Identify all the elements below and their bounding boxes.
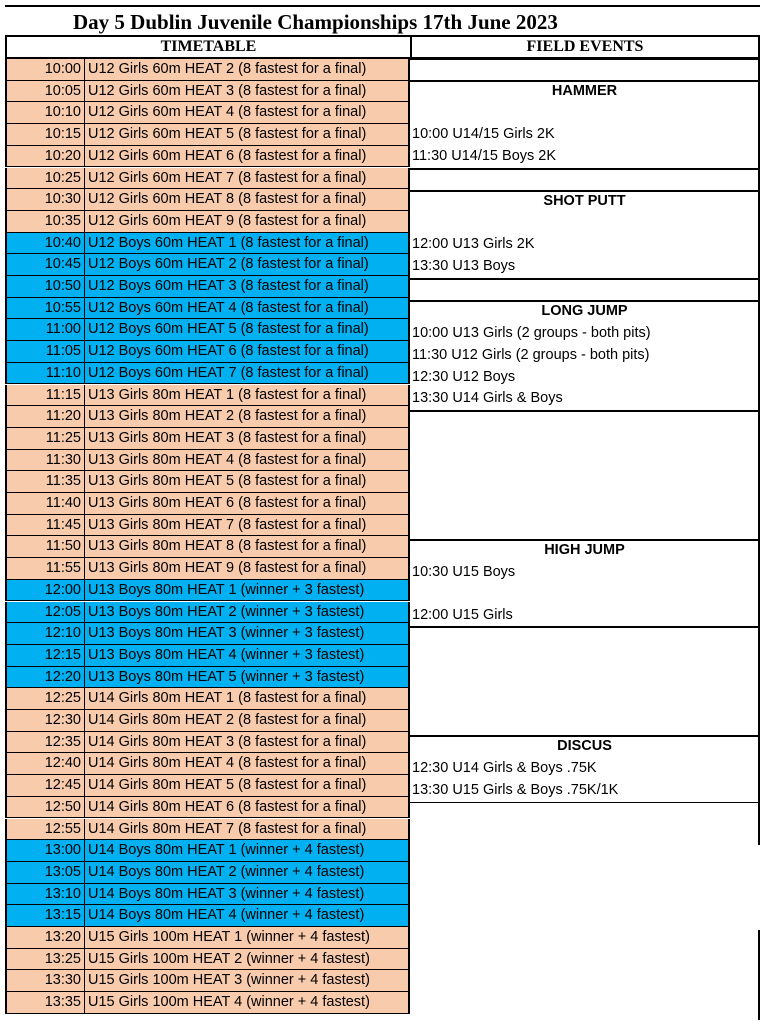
timetable-row [5, 623, 410, 645]
row-event: U13 Girls 80m HEAT 2 (8 fastest for a final) [88, 408, 367, 425]
field-empty-box [410, 627, 760, 736]
row-time: 11:50 [7, 536, 85, 557]
row-event: U13 Girls 80m HEAT 3 (8 fastest for a final) [88, 429, 367, 446]
row-event: U13 Girls 80m HEAT 8 (8 fastest for a final) [88, 538, 367, 555]
row-time: 13:20 [7, 927, 85, 948]
shot-putt-heading: SHOT PUTT [543, 193, 626, 209]
row-event: U14 Boys 80m HEAT 3 (winner + 4 fastest) [88, 885, 365, 902]
row-event: U12 Girls 60m HEAT 8 (8 fastest for a final) [88, 191, 367, 208]
row-event: U12 Boys 60m HEAT 1 (8 fastest for a final) [88, 234, 369, 251]
timetable-row [5, 493, 410, 515]
timetable-row [5, 81, 410, 103]
row-event: U12 Girls 60m HEAT 3 (8 fastest for a final) [88, 82, 367, 99]
row-event: U13 Boys 80m HEAT 1 (winner + 3 fastest) [88, 581, 365, 598]
row-time: 10:45 [7, 254, 85, 275]
row-event: U12 Boys 60m HEAT 6 (8 fastest for a final) [88, 343, 369, 360]
row-time: 12:45 [7, 775, 85, 796]
timetable-row [5, 146, 410, 168]
discus-item: 13:30 U15 Girls & Boys .75K/1K [412, 782, 619, 798]
row-time: 12:15 [7, 645, 85, 666]
row-time: 11:55 [7, 558, 85, 579]
row-time: 10:55 [7, 298, 85, 319]
timetable-row [5, 884, 410, 906]
timetable-row [5, 992, 410, 1014]
row-time: 13:10 [7, 884, 85, 905]
row-event: U14 Boys 80m HEAT 1 (winner + 4 fastest) [88, 842, 365, 859]
row-event: U14 Girls 80m HEAT 4 (8 fastest for a final) [88, 755, 367, 772]
row-time: 10:40 [7, 233, 85, 254]
timetable-row [5, 840, 410, 862]
row-time: 12:25 [7, 688, 85, 709]
row-event: U13 Girls 80m HEAT 4 (8 fastest for a final) [88, 451, 367, 468]
row-event: U12 Boys 60m HEAT 4 (8 fastest for a final) [88, 299, 369, 316]
row-time: 10:00 [7, 59, 85, 80]
row-time: 13:15 [7, 905, 85, 926]
row-time: 13:00 [7, 840, 85, 861]
border-line [758, 930, 760, 1020]
timetable-row [5, 59, 410, 81]
row-time: 10:15 [7, 124, 85, 145]
page-title: Day 5 Dublin Juvenile Championships 17th June 2023 [5, 5, 760, 35]
row-event: U13 Girls 80m HEAT 7 (8 fastest for a final) [88, 516, 367, 533]
row-event: U14 Boys 80m HEAT 4 (winner + 4 fastest) [88, 907, 365, 924]
row-time: 11:25 [7, 428, 85, 449]
timetable-row [5, 667, 410, 689]
timetable-row [5, 949, 410, 971]
timetable-row [5, 298, 410, 320]
timetable-row [5, 515, 410, 537]
shot-putt-item: 12:00 U13 Girls 2K [412, 236, 535, 252]
row-event: U15 Girls 100m HEAT 4 (winner + 4 fastest) [88, 994, 370, 1011]
row-time: 11:00 [7, 319, 85, 340]
timetable-row [5, 580, 410, 602]
row-event: U14 Boys 80m HEAT 2 (winner + 4 fastest) [88, 863, 365, 880]
timetable-row [5, 970, 410, 992]
row-event: U14 Girls 80m HEAT 6 (8 fastest for a final) [88, 798, 367, 815]
hammer-item: 10:00 U14/15 Girls 2K [412, 126, 555, 142]
timetable-row [5, 428, 410, 450]
row-event: U12 Boys 60m HEAT 3 (8 fastest for a final) [88, 278, 369, 294]
timetable-row [5, 168, 410, 190]
row-time: 10:30 [7, 189, 85, 210]
timetable-row [5, 406, 410, 428]
row-event: U14 Girls 80m HEAT 1 (8 fastest for a final) [88, 690, 367, 707]
row-event: U12 Girls 60m HEAT 6 (8 fastest for a final) [88, 147, 367, 164]
field-empty-box [410, 169, 760, 191]
field-empty-box [410, 279, 760, 301]
row-time: 12:10 [7, 623, 85, 644]
row-event: U15 Girls 100m HEAT 1 (winner + 4 fastest) [88, 929, 370, 945]
timetable-row [5, 862, 410, 884]
row-event: U13 Girls 80m HEAT 9 (8 fastest for a final) [88, 560, 367, 577]
border-line [758, 803, 760, 845]
row-time: 12:50 [7, 797, 85, 818]
timetable-row [5, 819, 410, 841]
timetable-row [5, 363, 410, 385]
row-event: U13 Girls 80m HEAT 1 (8 fastest for a final) [88, 386, 367, 403]
timetable-row [5, 254, 410, 276]
row-event: U12 Girls 60m HEAT 9 (8 fastest for a final) [88, 212, 367, 229]
row-event: U12 Boys 60m HEAT 5 (8 fastest for a final) [88, 321, 369, 338]
row-time: 11:05 [7, 341, 85, 362]
row-event: U13 Girls 80m HEAT 6 (8 fastest for a final) [88, 495, 367, 511]
row-time: 13:25 [7, 949, 85, 970]
high-jump-item: 10:30 U15 Boys [412, 564, 516, 580]
row-event: U12 Boys 60m HEAT 2 (8 fastest for a final) [88, 256, 369, 273]
row-time: 13:35 [7, 992, 85, 1013]
row-time: 11:20 [7, 406, 85, 427]
row-event: U14 Girls 80m HEAT 7 (8 fastest for a final) [88, 820, 367, 837]
long-jump-item: 12:30 U12 Boys [412, 369, 516, 385]
row-event: U13 Boys 80m HEAT 4 (winner + 3 fastest) [88, 646, 365, 663]
timetable-row [5, 927, 410, 949]
long-jump-item: 13:30 U14 Girls & Boys [412, 390, 563, 406]
timetable-row [5, 710, 410, 732]
row-event: U15 Girls 100m HEAT 2 (winner + 4 fastest) [88, 950, 370, 967]
high-jump-item: 12:00 U15 Girls [412, 607, 513, 623]
field-empty-box [410, 411, 760, 540]
row-time: 11:45 [7, 515, 85, 536]
row-time: 11:35 [7, 471, 85, 492]
row-time: 13:05 [7, 862, 85, 883]
discus-item: 12:30 U14 Girls & Boys .75K [412, 760, 597, 776]
shot-putt-item: 13:30 U13 Boys [412, 258, 516, 274]
row-time: 10:05 [7, 81, 85, 102]
long-jump-item: 10:00 U13 Girls (2 groups - both pits) [412, 325, 651, 341]
row-time: 10:50 [7, 276, 85, 297]
timetable-row [5, 102, 410, 124]
timetable-row [5, 211, 410, 233]
row-time: 12:55 [7, 819, 85, 840]
timetable-row [5, 775, 410, 797]
timetable-row [5, 319, 410, 341]
timetable-row [5, 645, 410, 667]
timetable-row [5, 732, 410, 754]
high-jump-heading: HIGH JUMP [544, 542, 625, 558]
row-time: 10:20 [7, 146, 85, 167]
row-event: U13 Girls 80m HEAT 5 (8 fastest for a final) [88, 473, 367, 490]
timetable-row [5, 450, 410, 472]
field-events-header: FIELD EVENTS [410, 35, 760, 59]
timetable-row [5, 797, 410, 819]
long-jump-heading: LONG JUMP [541, 303, 628, 319]
row-time: 12:20 [7, 667, 85, 688]
row-event: U14 Girls 80m HEAT 5 (8 fastest for a final) [88, 777, 367, 794]
timetable-header: TIMETABLE [5, 35, 412, 59]
row-time: 12:35 [7, 732, 85, 753]
row-time: 12:30 [7, 710, 85, 731]
row-event: U13 Boys 80m HEAT 2 (winner + 3 fastest) [88, 603, 365, 620]
timetable-row [5, 471, 410, 493]
timetable-row [5, 558, 410, 580]
timetable-row [5, 233, 410, 255]
timetable-row [5, 124, 410, 146]
row-event: U15 Girls 100m HEAT 3 (winner + 4 fastest) [88, 972, 370, 989]
row-time: 12:00 [7, 580, 85, 601]
timetable-row [5, 753, 410, 775]
field-empty-box [410, 59, 760, 81]
hammer-item: 11:30 U14/15 Boys 2K [412, 148, 557, 164]
row-event: U12 Girls 60m HEAT 4 (8 fastest for a final) [88, 104, 367, 121]
row-time: 10:25 [7, 168, 85, 189]
discus-heading: DISCUS [557, 738, 612, 754]
row-time: 11:40 [7, 493, 85, 514]
row-time: 12:40 [7, 753, 85, 774]
row-time: 12:05 [7, 602, 85, 623]
row-event: U14 Girls 80m HEAT 3 (8 fastest for a final) [88, 733, 367, 750]
row-event: U12 Girls 60m HEAT 2 (8 fastest for a final) [88, 61, 367, 77]
timetable-row [5, 385, 410, 407]
row-time: 13:30 [7, 970, 85, 991]
row-event: U12 Boys 60m HEAT 7 (8 fastest for a final) [88, 364, 369, 381]
row-event: U13 Boys 80m HEAT 5 (winner + 3 fastest) [88, 668, 365, 685]
timetable-row [5, 602, 410, 624]
timetable-row [5, 341, 410, 363]
row-time: 11:15 [7, 385, 85, 406]
long-jump-item: 11:30 U12 Girls (2 groups - both pits) [412, 347, 650, 363]
row-time: 11:30 [7, 450, 85, 471]
row-event: U13 Boys 80m HEAT 3 (winner + 3 fastest) [88, 625, 365, 642]
timetable-row [5, 276, 410, 298]
row-time: 11:10 [7, 363, 85, 384]
row-event: U12 Girls 60m HEAT 5 (8 fastest for a final) [88, 126, 367, 143]
row-time: 10:35 [7, 211, 85, 232]
row-event: U14 Girls 80m HEAT 2 (8 fastest for a final) [88, 712, 367, 728]
timetable-row [5, 905, 410, 927]
row-time: 10:10 [7, 102, 85, 123]
row-event: U12 Girls 60m HEAT 7 (8 fastest for a final) [88, 169, 367, 186]
hammer-heading: HAMMER [551, 83, 618, 99]
timetable-row [5, 688, 410, 710]
timetable-row [5, 189, 410, 211]
timetable-row [5, 536, 410, 558]
